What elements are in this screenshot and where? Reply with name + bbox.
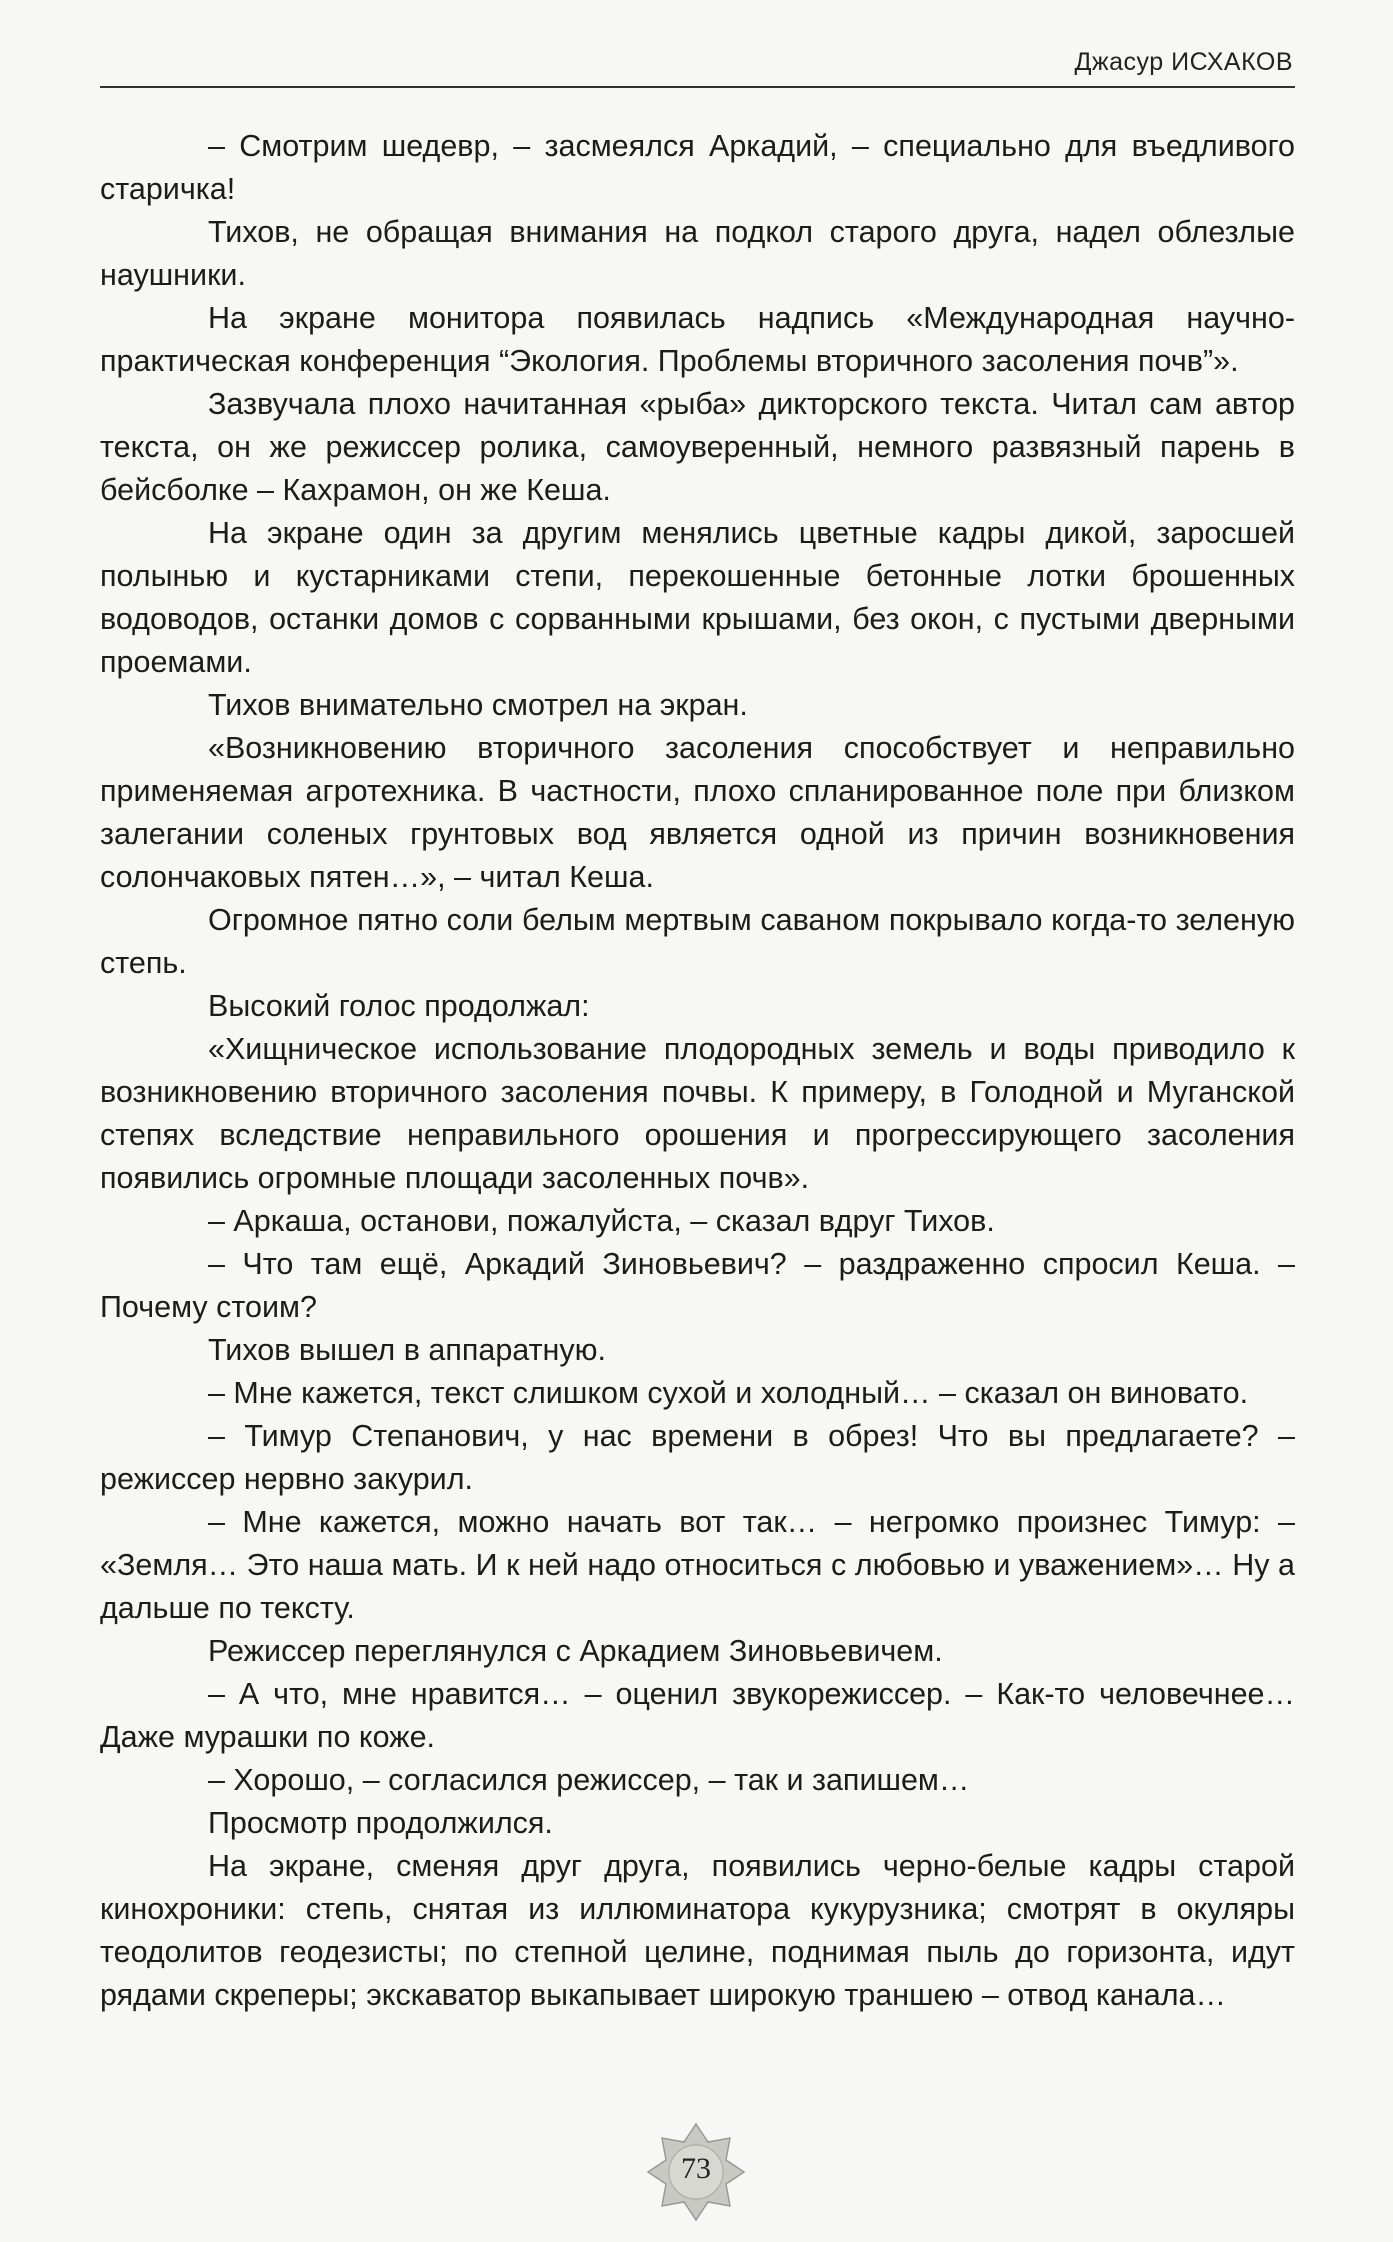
page-header xyxy=(0,0,1393,110)
paragraph: – Мне кажется, текст слишком сухой и холодный… – сказал он виновато. xyxy=(208,1376,1249,1410)
paragraph: «Возникновению вторичного засоления способствует и неправильно применяемая агротехника. В частности, плохо спланированное поле при близком залегании соленых грунтовых вод является одной из причин возникновения солончаковых пятен…», – читал Кеша. xyxy=(100,731,1295,894)
paragraph: На экране монитора появилась надпись «Международная научно-практическая конференция “Экология. Проблемы вторичного засоления почв”». xyxy=(100,301,1295,378)
paragraph: На экране один за другим менялись цветные кадры дикой, заросшей полынью и кустарниками степи, перекошенные бетонные лотки брошенных водоводов, останки домов с сорванными крышами, без окон, с пустыми дверными проемами. xyxy=(100,516,1295,679)
running-head-author: Джасур ИСХАКОВ xyxy=(1074,48,1293,76)
paragraph: – Что там ещё, Аркадий Зиновьевич? – раздраженно спросил Кеша. – Почему стоим? xyxy=(100,1247,1295,1324)
paragraph: На экране, сменяя друг друга, появились черно-белые кадры старой кинохроники: степь, снятая из иллюминатора кукурузника; смотрят в окуляры теодолитов геодезисты; по степной целине, поднимая пыль до горизонта, идут рядами скреперы; экскаватор выкапывает широкую траншею – отвод канала… xyxy=(100,1849,1295,2012)
page-body xyxy=(100,125,1295,2017)
paragraph: Просмотр продолжился. xyxy=(208,1806,553,1840)
paragraph: – Мне кажется, можно начать вот так… – негромко произнес Тимур: – «Земля… Это наша мать. И к ней надо относиться с любовью и уважением»… Ну а дальше по тексту. xyxy=(100,1505,1295,1625)
paragraph: «Хищническое использование плодородных земель и воды приводило к возникновению вторичного засоления почвы. К примеру, в Голодной и Муганской степях вследствие неправильного орошения и прогрессирующего засоления появились огромные площади засоленных почв». xyxy=(100,1032,1295,1195)
paragraph: Тихов вышел в аппаратную. xyxy=(208,1333,606,1367)
page-number-ornament xyxy=(646,2122,746,2222)
page-number: 73 xyxy=(681,2152,711,2185)
paragraph: – Смотрим шедевр, – засмеялся Аркадий, – специально для въедливого старичка! xyxy=(100,129,1295,206)
paragraph: Тихов внимательно смотрел на экран. xyxy=(208,688,748,722)
paragraph: – Тимур Степанович, у нас времени в обрез! Что вы предлагаете? – режиссер нервно закурил. xyxy=(100,1419,1295,1496)
paragraph: – Хорошо, – согласился режиссер, – так и запишем… xyxy=(208,1763,970,1797)
paragraph: Тихов, не обращая внимания на подкол старого друга, надел облезлые наушники. xyxy=(100,215,1295,292)
header-rule xyxy=(100,86,1295,88)
paragraph: Зазвучала плохо начитанная «рыба» дикторского текста. Читал сам автор текста, он же режиссер ролика, самоуверенный, немного развязный парень в бейсболке – Кахрамон, он же Кеша. xyxy=(100,387,1295,507)
paragraph: – Аркаша, останови, пожалуйста, – сказал вдруг Тихов. xyxy=(208,1204,995,1238)
paragraph: Режиссер переглянулся с Аркадием Зиновьевичем. xyxy=(208,1634,943,1668)
paragraph: Высокий голос продолжал: xyxy=(208,989,590,1023)
paragraph: Огромное пятно соли белым мертвым саваном покрывало когда-то зеленую степь. xyxy=(100,903,1295,980)
paragraph: – А что, мне нравится… – оценил звукорежиссер. – Как-то человечнее… Даже мурашки по коже. xyxy=(100,1677,1295,1754)
